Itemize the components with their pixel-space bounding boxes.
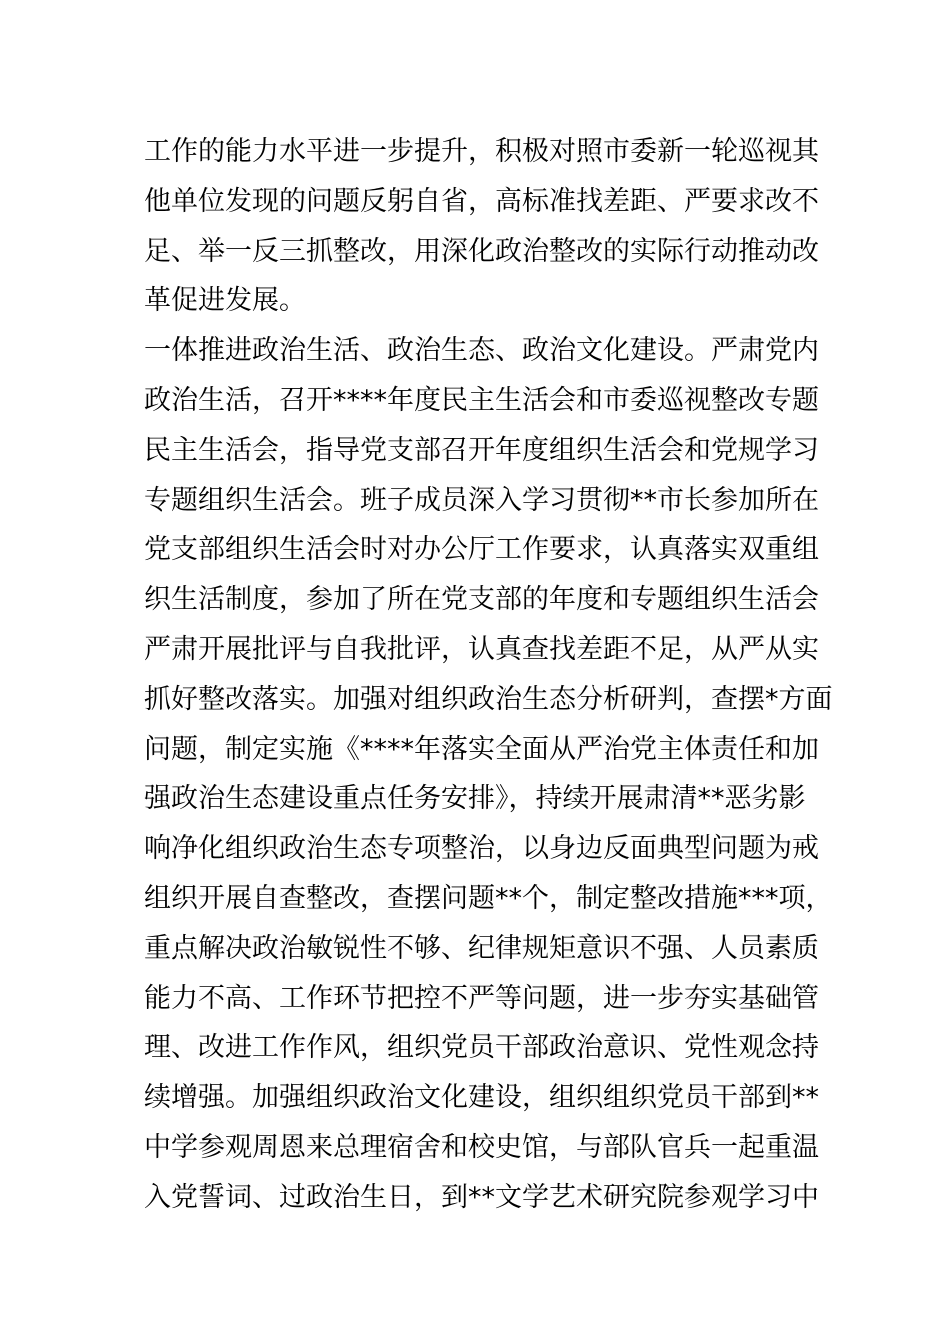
text-line: 抓好整改落实。加强对组织政治生态分析研判，查摆*方面 <box>144 683 833 715</box>
text-line: 入党誓词、过政治生日，到**文学艺术研究院参观学习中 <box>144 1181 819 1213</box>
text-line: 专题组织生活会。班子成员深入学习贯彻**市长参加所在 <box>144 484 819 516</box>
body-text <box>144 127 833 1223</box>
text-line: 续增强。加强组织政治文化建设，组织组织党员干部到** <box>144 1082 819 1114</box>
text-line: 重点解决政治敏锐性不够、纪律规矩意识不强、人员素质 <box>144 932 819 964</box>
text-line: 强政治生态建设重点任务安排》，持续开展肃清**恶劣影 <box>144 783 806 815</box>
text-line: 中学参观周恩来总理宿舍和校史馆，与部队官兵一起重温 <box>144 1131 819 1163</box>
text-line: 一体推进政治生活、政治生态、政治文化建设。严肃党内 <box>144 335 819 367</box>
text-line: 工作的能力水平进一步提升，积极对照市委新一轮巡视其 <box>144 136 819 167</box>
text-line: 党支部组织生活会时对办公厅工作要求，认真落实双重组 <box>144 534 819 566</box>
text-line: 他单位发现的问题反躬自省，高标准找差距、严要求改不 <box>144 185 819 217</box>
text-line: 响净化组织政治生态专项整治，以身边反面典型问题为戒 <box>144 833 819 865</box>
text-line: 问题，制定实施《****年落实全面从严治党主体责任和加 <box>144 733 819 765</box>
text-line: 能力不高、工作环节把控不严等问题，进一步夯实基础管 <box>144 982 819 1014</box>
text-line: 理、改进工作作风，组织党员干部政治意识、党性观念持 <box>144 1032 819 1064</box>
text-line: 政治生活，召开****年度民主生活会和市委巡视整改专题 <box>144 384 819 416</box>
text-line: 革促进发展。 <box>144 285 306 317</box>
text-line: 严肃开展批评与自我批评，认真查找差距不足，从严从实 <box>144 633 819 665</box>
text-line: 足、举一反三抓整改，用深化政治整改的实际行动推动改 <box>144 235 819 267</box>
text-line: 民主生活会，指导党支部召开年度组织生活会和党规学习 <box>144 434 819 466</box>
text-line: 组织开展自查整改，查摆问题**个，制定整改措施***项， <box>144 882 833 914</box>
text-line: 织生活制度，参加了所在党支部的年度和专题组织生活会 <box>144 584 819 616</box>
